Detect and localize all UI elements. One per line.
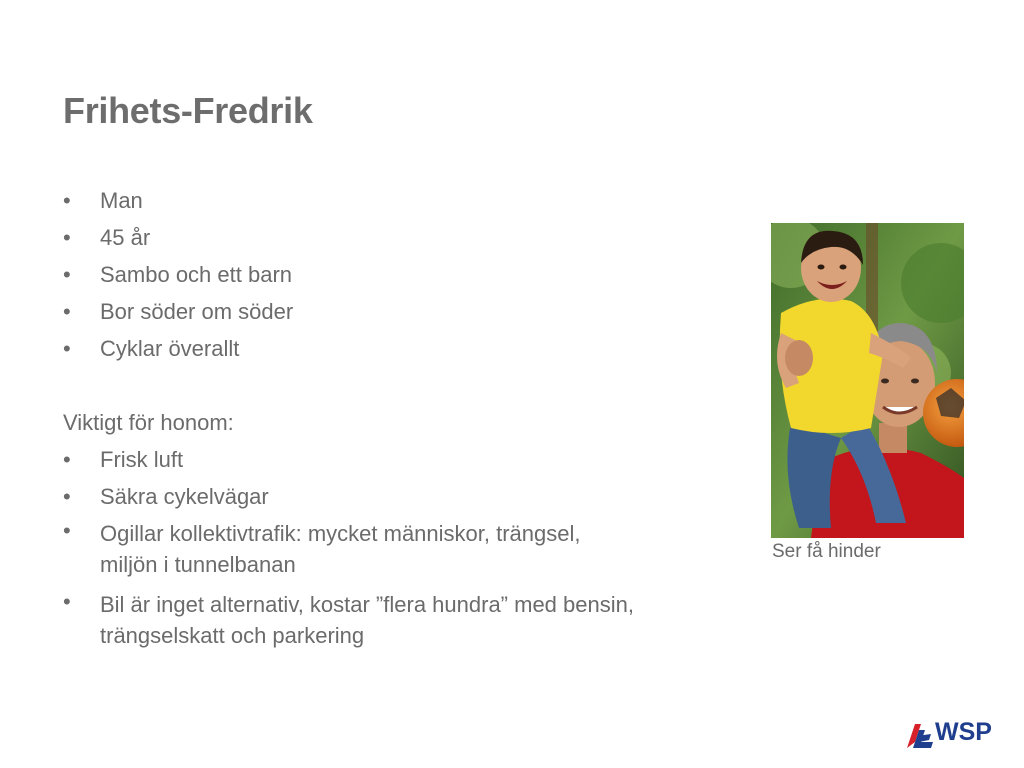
list-item [63,478,663,515]
important-item-car: Bil är inget alternativ, kostar ”flera hundra” med bensin, trängselskatt och parkering [100,592,634,648]
important-item-public-transport: Ogillar kollektivtrafik: mycket människor, trängsel, miljön i tunnelbanan [100,521,581,577]
photo-father-son-illustration [771,223,964,538]
profile-item-residence: Bor söder om söder [100,299,294,324]
bullet-icon: • [63,589,71,614]
bullet-icon: • [63,336,71,361]
important-item-safe-lanes: Säkra cykelvägar [100,484,269,509]
list-item [63,441,663,478]
wsp-logo-mark-icon [905,720,935,750]
list-item [63,586,680,651]
important-item-fresh-air: Frisk luft [100,447,184,472]
bullet-icon: • [63,225,71,250]
bullet-icon: • [63,299,71,324]
list-item [63,293,663,330]
important-list [63,441,663,651]
profile-item-cycling: Cyklar överallt [100,336,240,361]
bullet-icon: • [63,188,71,213]
wsp-logo [905,716,1005,752]
slide-body [63,182,663,657]
important-heading: Viktigt för honom: [63,410,234,435]
bullet-icon: • [63,518,71,543]
list-item [63,330,663,367]
bullet-icon: • [63,484,71,509]
bullet-icon: • [63,447,71,472]
slide-title: Frihets-Fredrik [63,90,313,131]
profile-item-age: 45 år [100,225,151,250]
bullet-icon: • [63,262,71,287]
profile-item-family: Sambo och ett barn [100,262,293,287]
photo-caption: Ser få hinder [772,541,881,562]
list-item [63,256,663,293]
list-item [63,219,663,256]
profile-item-gender: Man [100,188,143,213]
list-item [63,182,663,219]
profile-list [63,182,663,367]
list-item [63,515,620,580]
persona-photo [771,223,964,538]
wsp-logo-text: WSP [935,718,992,746]
